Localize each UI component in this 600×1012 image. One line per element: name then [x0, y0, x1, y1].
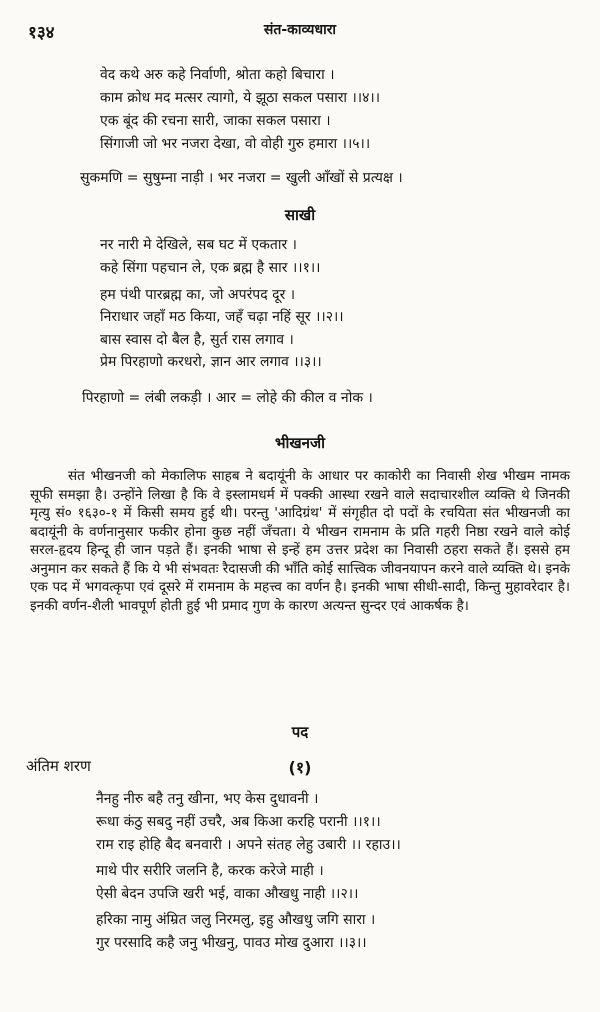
pad-line: राम राइ होहि बैद बनवारी । अपने संतह लेहु उबारी ।। रहाउ।।: [96, 837, 401, 853]
sakhi-line: निराधार जहाँ मठ किया, जहँ चढ़ा नहिं सूर ।।२।।: [100, 309, 344, 325]
verse-line: एक बूंद की रचना सारी, जाका सकल पसारा ।: [100, 113, 331, 129]
pad-line: गुर परसादि कहै जनु भीखनु, पावउ मोख दुआरा ।।३।।: [96, 935, 367, 951]
sakhi-line: नर नारी मे देखिले, सब घट में एकतार ।: [100, 237, 297, 253]
pad-line: रूधा कंठु सबदु नहीं उचरै, अब किआ करहि परानी ।।१।।: [96, 814, 381, 830]
biography-paragraph: [30, 467, 570, 615]
sakhi-line: प्रेम पिरहाणो करधरो, ज्ञान आर लगाव ।।३।।: [100, 354, 322, 370]
verse-line: सिंगाजी जो भर नजरा देखा, वो वोही गुरु हमारा ।।५।।: [100, 136, 371, 152]
sakhi-line: बास स्वास दो बैल है, सुर्त रास लगाव ।: [100, 332, 294, 348]
section-heading-pad: पद: [291, 723, 309, 741]
sakhi-line: कहे सिंगा पहचान ले, एक ब्रह्म है सार ।।१।।: [100, 260, 321, 276]
pad-line: ऐसी बेदन उपजि खरी भई, वाका औखधु नाही ।।२।।: [96, 886, 359, 902]
section-heading-sakhi: साखी: [284, 206, 316, 224]
verse-line: काम क्रोध मद मत्सर त्यागो, ये झूठा सकल पसारा ।।४।।: [100, 90, 380, 106]
gloss-note: सुकमणि = सुषुम्ना नाड़ी । भर नजरा = खुली आँखों से प्रत्यक्ष ।: [80, 170, 403, 186]
pad-line: नैनहु नीरु बहै तनु खीना, भए केस दुधावनी ।: [96, 791, 319, 807]
section-heading-bhikhan: भीखनजी: [274, 434, 326, 452]
pad-line: हरिका नामु अंम्रित जलु निरमलु, इहु औखधु जगि सारा ।: [96, 912, 376, 928]
page-number: १३४: [28, 23, 55, 43]
subheading-antim-sharan: अंतिम शरण: [26, 757, 91, 775]
paragraph-text: संत भीखनजी को मेकालिफ साहब ने बदायूंनी के आधार पर काकोरी का निवासी शेख भीखम नामक सूफी समझा है। उन्होंने लिखा है कि वे इस्लामधर्म में पक्की आस्था रखने वाले सदाचारशील व्यक्ति थे जिनकी मृत्यु सं० १६३०-१ में किसी समय हुई थी। परन्तु 'आदिग्रंथ' में संगृहीत दो पदों के रचयिता संत भीखनजी का बदायूंनी के वर्णनानुसार फकीर होना कुछ नहीं जँचता। ये भीखन रामनाम के प्रति गहरी निष्ठा रखने वाले कोई सरल-हृदय हिन्दू ही जान पड़ते हैं। इनकी भाषा से इन्हें हम उत्तर प्रदेश का निवासी ठहरा सकते हैं। इससे हम अनुमान कर सकते हैं कि ये भी संभवतः रैदासजी की भाँति कोई सात्त्विक जीवनयापन करने वाले व्यक्ति थे। इनके एक पद में भगवत्कृपा एवं दूसरे में रामनाम के महत्त्व का वर्णन है। इनकी भाषा सीधी-सादी, किन्तु मुहावरेदार है। इनकी वर्णन-शैली भावपूर्ण होती हुई भी प्रमाद गुण के कारण अत्यन्त सुन्दर एवं आकर्षक है।: [30, 468, 570, 614]
pad-line: माथे पीर सरीरि जलनि है, करक करेजे माही ।: [96, 863, 324, 879]
page-header: [28, 20, 572, 42]
verse-line: वेद कथे अरु कहे निर्वाणी, श्रोता कहो बिचारा ।: [100, 67, 335, 83]
running-title: संत-काव्यधारा: [263, 22, 337, 38]
sakhi-line: हम पंथी पारब्रह्म का, जो अपरंपद दूर ।: [100, 287, 296, 303]
gloss-note: पिरहाणो = लंबी लकड़ी । आर = लोहे की कील व नोक ।: [82, 390, 373, 406]
pad-number: (१): [288, 758, 312, 777]
